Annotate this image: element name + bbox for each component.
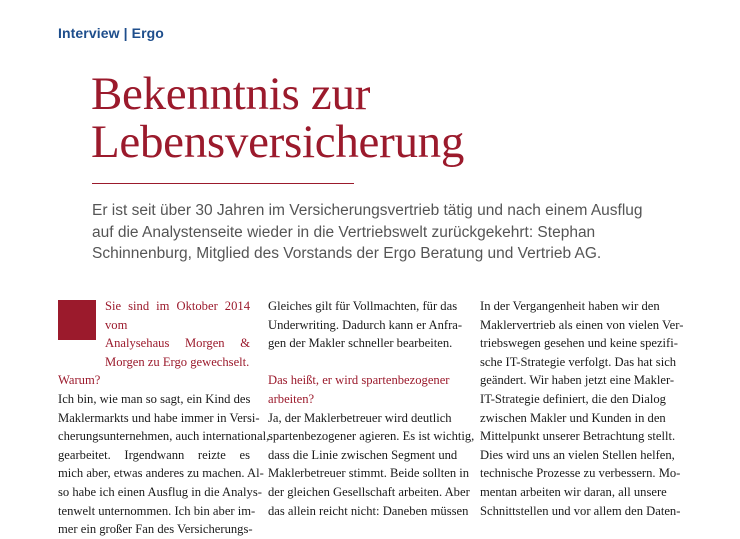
answer-line: so habe ich einen Ausflug in die Analys- (58, 484, 262, 499)
body-line: Schnittstellen und vor allem den Daten- (480, 503, 681, 518)
body-line: technische Prozesse zu verbessern. Mo- (480, 466, 681, 481)
answer-line: gearbeitet. Irgendwann reizte es (58, 447, 250, 462)
text-column-2 (268, 297, 475, 520)
body-line: zwischen Makler und Kunden in den (480, 410, 666, 425)
body-line: IT-Strategie definiert, die den Dialog (480, 391, 666, 406)
headline-line-1: Bekenntnis zur (91, 68, 371, 120)
paragraph-gap (268, 353, 464, 372)
lead-line: Schinnenburg, Mitglied des Vorstands der Ergo Beratung und Vertrieb AG. (92, 245, 602, 262)
body-line: In der Vergangenheit haben wir den (480, 299, 660, 313)
body-line: geändert. Wir haben jetzt eine Makler- (480, 373, 675, 388)
answer-line: mer ein großer Fan des Versicherungs- (58, 522, 253, 537)
question-line: Warum? (58, 373, 101, 388)
answer-line: cherungsunternehmen, auch international, (58, 429, 270, 444)
answer-line: Maklermarkts und habe immer in Versi- (58, 410, 260, 425)
question-line: Morgen zu Ergo gewechselt. (105, 354, 250, 369)
section-label: Interview (58, 25, 120, 41)
answer-line: mich aber, etwas anderes zu machen. Al- (58, 466, 264, 481)
answer-line: dass die Linie zwischen Segment und (268, 447, 458, 462)
company-label: Ergo (131, 25, 164, 41)
answer-line: spartenbezogener agieren. Es ist wichtig, (268, 429, 475, 444)
lead-line: auf die Analystenseite wieder in die Vertriebswelt zurückgekehrt: Stephan (92, 223, 596, 241)
headline-line-2: Lebensversicherung (91, 116, 465, 168)
question-line: Sie sind im Oktober 2014 vom (105, 299, 250, 332)
body-line: gen der Makler schneller bearbeiten. (268, 336, 453, 351)
kicker-separator: | (123, 25, 128, 41)
lead-line: Er ist seit über 30 Jahren im Versicherungsvertrieb tätig und nach einem Ausflug (92, 202, 643, 219)
body-line: Maklervertrieb als einen von vielen Ver- (480, 317, 684, 332)
body-line: Dies wird uns an vielen Stellen helfen, (480, 447, 675, 462)
answer-line: Ja, der Maklerbetreuer wird deutlich (268, 410, 452, 425)
body-line: Gleiches gilt für Vollmachten, für das (268, 299, 458, 313)
body-line: Mittelpunkt unserer Betrachtung stellt. (480, 429, 676, 444)
text-column-1 (58, 297, 270, 539)
body-line: mentan arbeiten wir daran, all unsere (480, 484, 667, 499)
question-line: arbeiten? (268, 391, 315, 406)
answer-line: Maklerbetreuer stimmt. Beide sollten in (268, 466, 470, 481)
body-line: sche IT-Strategie verfolgt. Das hat sich (480, 354, 677, 369)
answer-line: Ich bin, wie man so sagt, ein Kind des (58, 391, 251, 406)
headline-rule (92, 183, 354, 184)
body-line: Underwriting. Dadurch kann er Anfra- (268, 317, 463, 332)
answer-line: das allein reicht nicht: Daneben müssen (268, 503, 469, 518)
answer-line: tenwelt unternommen. Ich bin aber im- (58, 503, 256, 518)
text-column-3 (480, 297, 684, 520)
section-kicker (58, 25, 164, 41)
article-lead (92, 200, 692, 265)
body-line: triebswegen gesehen und keine spezifi- (480, 336, 678, 351)
answer-line: der gleichen Gesellschaft arbeiten. Aber (268, 484, 470, 499)
article-headline (91, 70, 464, 166)
question-line: Das heißt, er wird spartenbezogener (268, 373, 450, 388)
question-line: Analysehaus Morgen & (105, 336, 250, 351)
